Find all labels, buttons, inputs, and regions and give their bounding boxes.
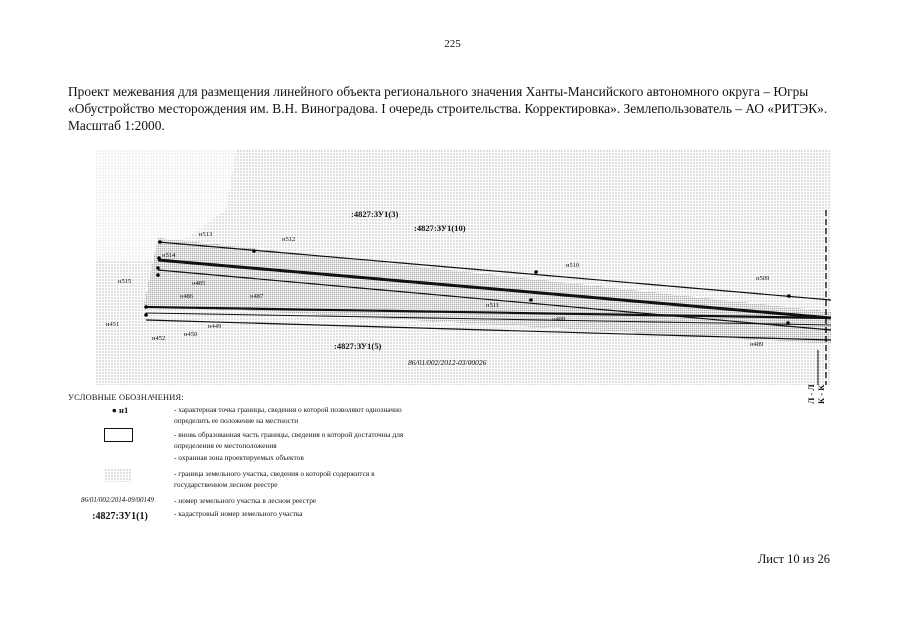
section-mark: К - К [816, 384, 826, 404]
legend-symbol-point: ● н1 [111, 405, 129, 415]
legend-text: - характерная точка границы, сведения о которой позволяют однозначно определить ее положение на местности [174, 405, 402, 425]
legend-text: - вновь образованная часть границы, сведения о которой достаточны для определения ее местоположения [174, 430, 404, 450]
point-label: н486 [180, 293, 194, 300]
section-mark: Л - Л [806, 384, 816, 404]
point-label: н511 [486, 302, 499, 309]
point-label: н452 [152, 335, 166, 342]
point-label: н510 [566, 262, 580, 269]
legend-symbol-register-number: 86/01/002/2014-09/00149 [80, 496, 155, 504]
parcel-label: :4827:ЗУ1(3) [351, 209, 399, 219]
legend-heading: УСЛОВНЫЕ ОБОЗНАЧЕНИЯ: [68, 393, 184, 402]
point-label: н515 [118, 278, 132, 285]
point-label: н509 [756, 275, 770, 282]
document-title: Проект межевания для размещения линейного объекта регионального значения Ханты-Мансийского автономного округа – Югры «Обустройство месторождения им. В.Н. Виноградова. I очередь строительства. Корректировка». Землепользователь – АО «РИТЭК». Масштаб 1:2000. [68, 84, 828, 133]
point-label: н450 [184, 331, 198, 338]
parcel-label: :4827:ЗУ1(5) [334, 341, 382, 351]
point-label: н489 [750, 341, 764, 348]
forest-register-number: 86/01/002/2012-03/00026 [408, 358, 487, 367]
point-label: н513 [199, 231, 213, 238]
point-label: н485 [192, 280, 206, 287]
point-label: н449 [208, 323, 222, 330]
legend-text: - кадастровый номер земельного участка [174, 509, 303, 518]
point-label: н487 [250, 293, 264, 300]
point-label: н451 [106, 321, 120, 328]
legend-text: - граница земельного участка, сведения о которой содержится в государственном лесном реестре [174, 469, 375, 489]
page-number: 225 [444, 38, 461, 50]
legend-text: - номер земельного участка в лесном реестре [174, 496, 317, 505]
point-label: н488 [552, 316, 566, 323]
legend-symbol-new-boundary [90, 428, 150, 444]
point-label: н514 [162, 252, 176, 259]
parcel-label: :4827:ЗУ1(10) [414, 223, 466, 233]
legend-text: - охранная зона проектируемых объектов [174, 453, 304, 462]
legend-symbol-forest-boundary [90, 466, 150, 484]
point-label: н512 [282, 236, 296, 243]
legend-symbol-cadastral-number: :4827:ЗУ1(1) [92, 511, 148, 522]
sheet-number: Лист 10 из 26 [757, 552, 830, 566]
